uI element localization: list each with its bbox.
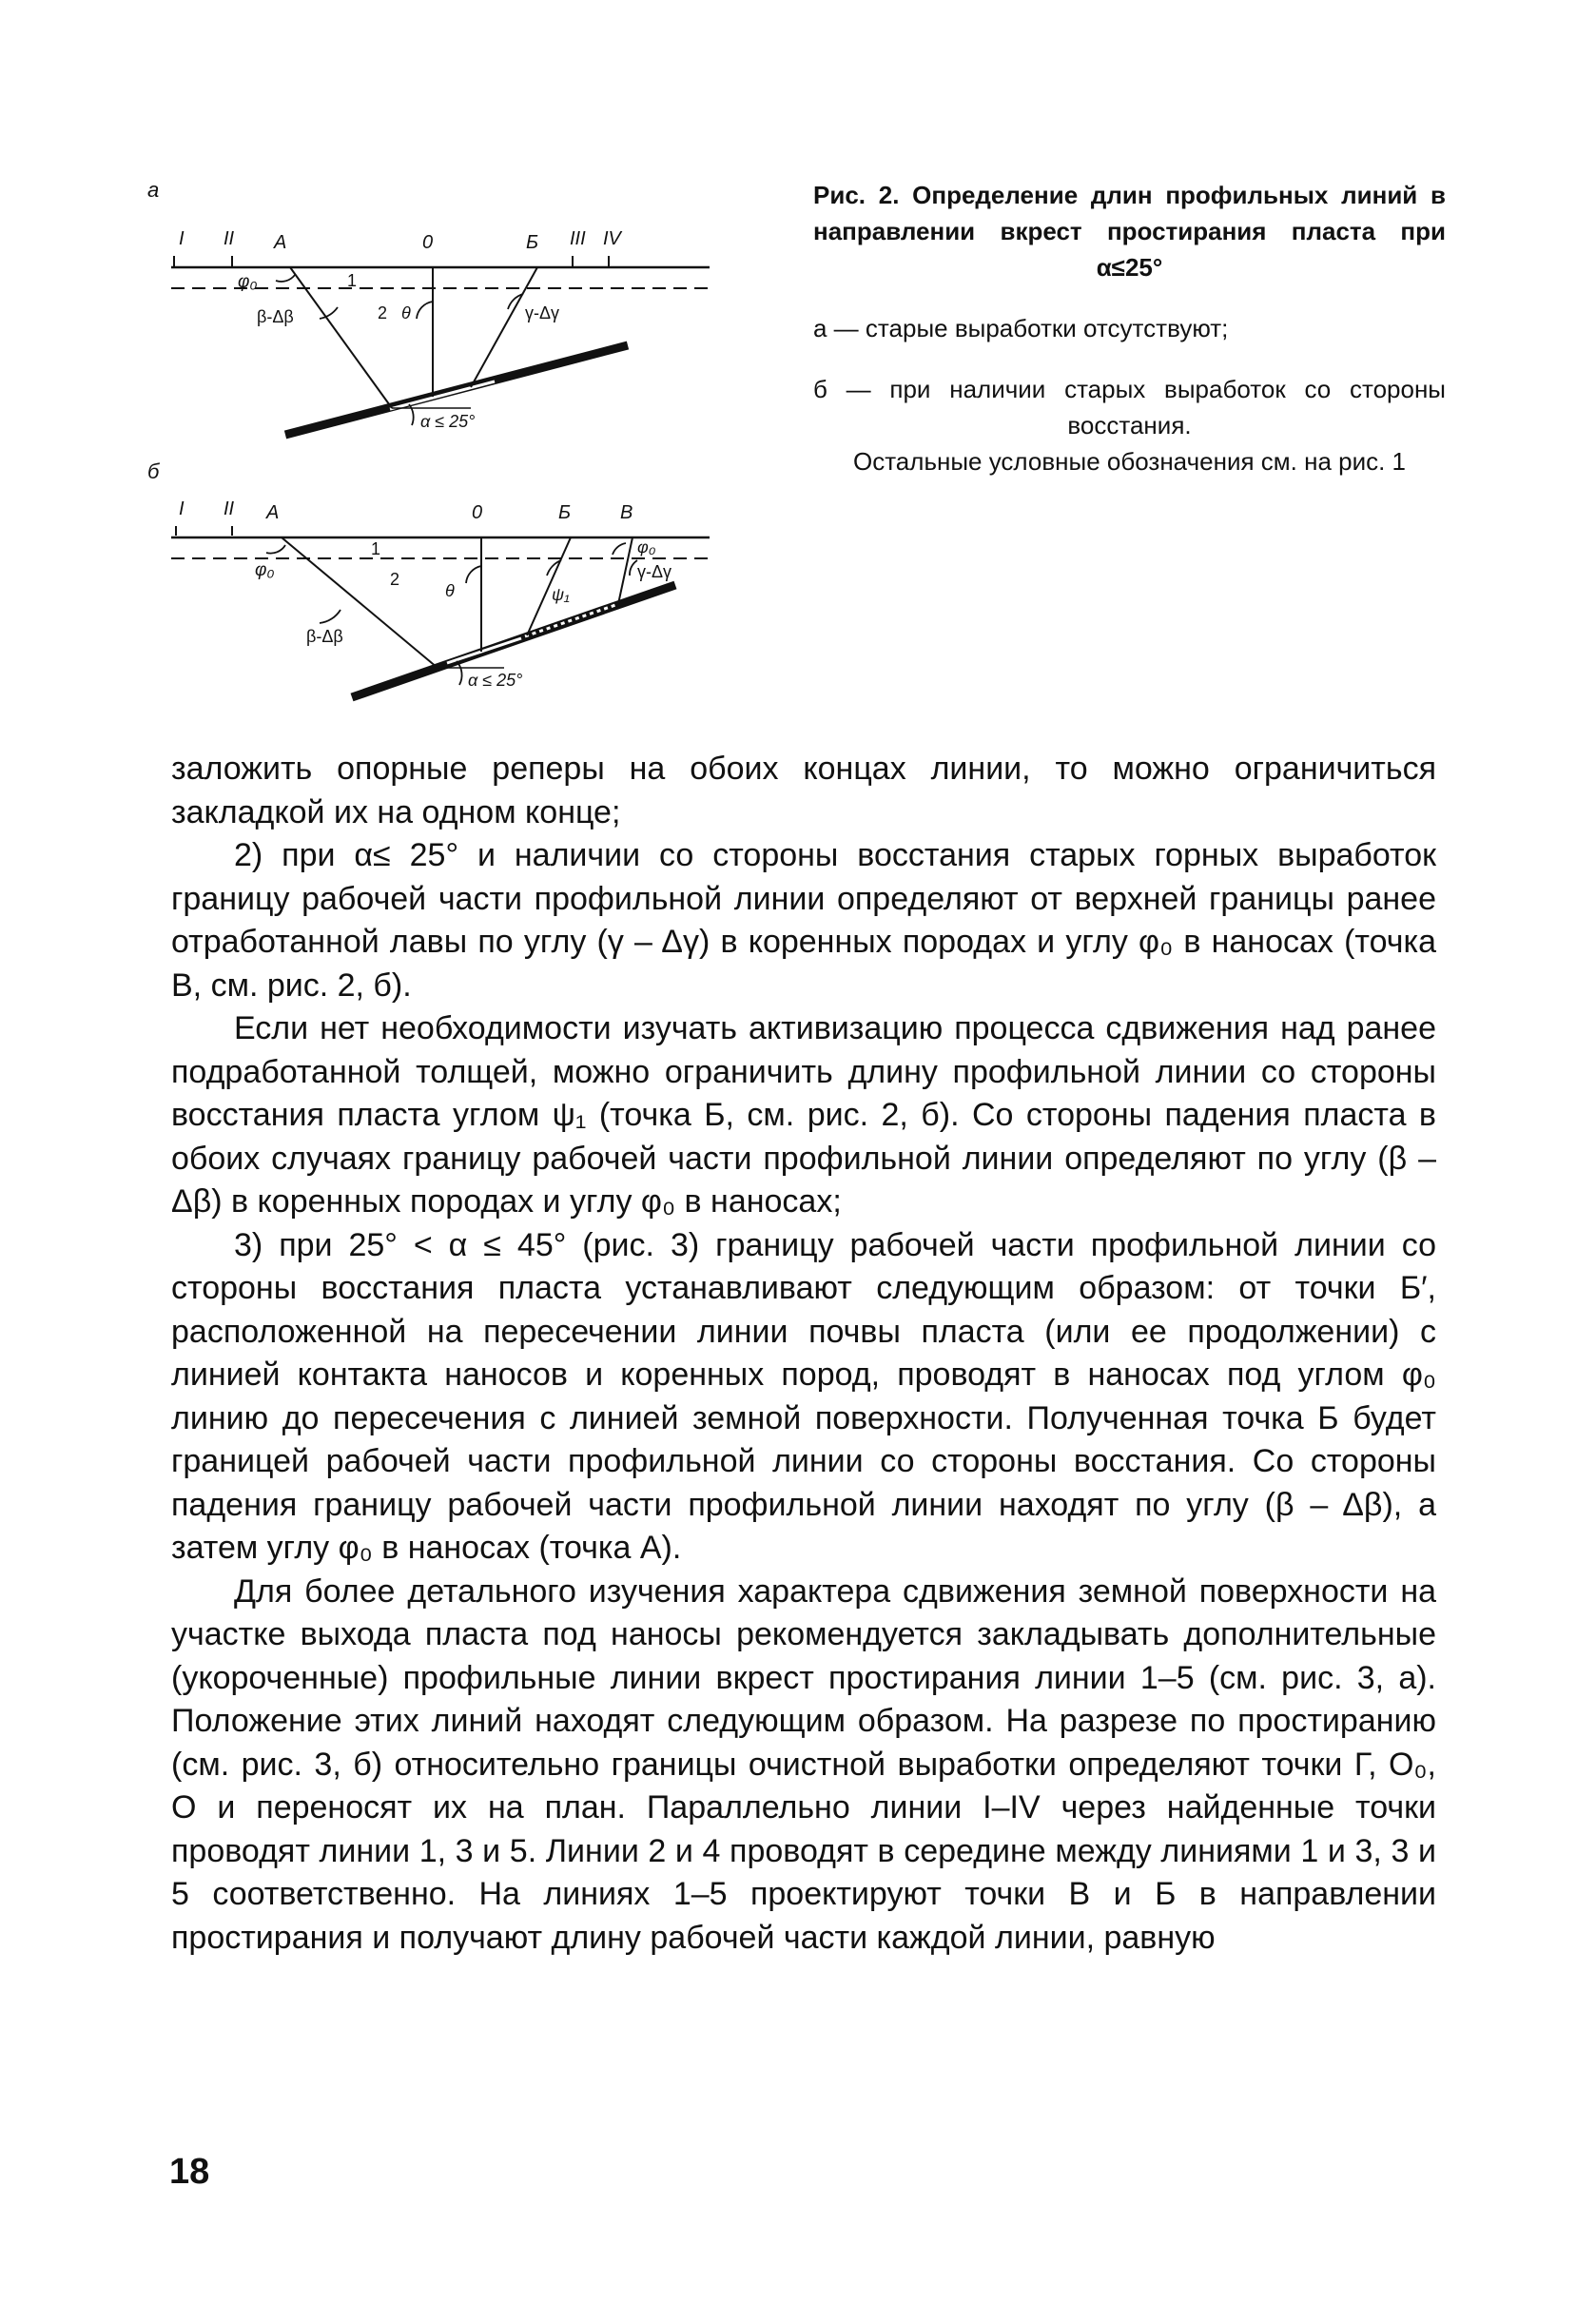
a-label-beta: β-Δβ xyxy=(257,307,294,326)
b-mark-A: А xyxy=(266,502,280,523)
a-mark-III: III xyxy=(570,228,586,249)
a-benchmark-ticks xyxy=(174,256,609,266)
figure-2 xyxy=(143,176,732,747)
a-mark-B: Б xyxy=(526,232,539,253)
caption-title: Рис. 2. Определение длин профильных линий в направлении вкрест простирания пласта при α≤25° xyxy=(813,181,1446,282)
a-mark-A: А xyxy=(274,232,287,253)
b-arc-phi-right xyxy=(613,543,626,555)
b-mark-I: I xyxy=(179,498,185,519)
a-label-1: 1 xyxy=(347,271,358,290)
b-label-phi-left: φ₀ xyxy=(255,560,275,580)
a-mark-0: 0 xyxy=(422,232,434,253)
caption-item-b: б — при наличии старых выработок со стороны восстания. xyxy=(813,375,1446,439)
a-label-theta: θ xyxy=(401,303,411,322)
panel-b-label: б xyxy=(147,459,160,483)
b-label-phi-right: φ₀ xyxy=(637,537,656,556)
b-label-1: 1 xyxy=(371,539,381,558)
b-arc-phi-left xyxy=(266,545,285,554)
figure-caption xyxy=(813,177,1446,479)
a-label-phi: φ₀ xyxy=(238,272,258,292)
a-arc-phi xyxy=(276,275,295,282)
b-label-theta: θ xyxy=(445,581,455,600)
caption-item-a: а — старые выработки отсутствуют; xyxy=(813,314,1229,342)
a-mark-I: I xyxy=(179,228,185,249)
b-benchmark-ticks xyxy=(176,526,232,536)
b-line-beta xyxy=(282,537,438,668)
b-arc-gamma xyxy=(630,560,637,576)
b-arc-beta xyxy=(320,610,341,623)
caption-note: Остальные условные обозначения см. на рис. 1 xyxy=(852,447,1407,476)
paragraph-3: Если нет необходимости изучать активизацию процесса сдвижения над ранее подработанной толщей, можно ограничить длину профильной линии со стороны восстания пласта углом ψ₁ (точка Б, см. рис. 2, б). Со стороны падения пласта в обоих случаях границу рабочей части профильной линии определяют по углу (β – Δβ) в коренных породах и углу φ₀ в наносах; xyxy=(171,1010,1436,1220)
figure-diagram xyxy=(143,176,732,747)
b-arc-theta xyxy=(466,566,481,583)
a-label-alpha: α ≤ 25° xyxy=(420,412,476,431)
b-label-beta: β-Δβ xyxy=(306,627,343,646)
a-mark-II: II xyxy=(224,228,235,249)
b-label-psi: ψ₁ xyxy=(552,585,570,604)
paragraph-4: 3) при 25° < α ≤ 45° (рис. 3) границу рабочей части профильной линии со стороны восстания пласта устанавливают следующим образом: от точки Б′, расположенной на пересечении линии почвы пласта (или ее продолжении) с линией контакта наносов и коренных пород, проводят в наносах под углом φ₀ линию до пересечения с линией земной поверхности. Полученная точка Б будет границей рабочей части профильной линии со стороны восстания. Со стороны падения границу рабочей части профильной линии находят по углу (β – Δβ), а затем углу φ₀ в наносах (точка А). xyxy=(171,1226,1436,1566)
b-label-alpha: α ≤ 25° xyxy=(468,671,523,690)
a-arc-theta xyxy=(417,302,433,319)
b-mark-B: Б xyxy=(558,502,572,523)
paragraph-1: заложить опорные реперы на обоих концах линии, то можно ограничиться закладкой их на одном конце; xyxy=(171,751,1436,830)
b-mark-V: В xyxy=(620,502,633,523)
a-label-2: 2 xyxy=(378,303,388,322)
a-mark-IV: IV xyxy=(603,228,621,249)
paragraph-2: 2) при α≤ 25° и наличии со стороны восстания старых горных выработок границу рабочей части профильной линии определяют от верхней границы ранее отработанной лавы по углу (γ – Δγ) в коренных породах и углу φ₀ в наносах (точка В, см. рис. 2, б). xyxy=(171,837,1436,1004)
b-worked-area xyxy=(447,638,521,663)
page-number: 18 xyxy=(169,2152,210,2192)
paragraph-5: Для более детального изучения характера сдвижения земной поверхности на участке выхода пласта под наносы рекомендуется закладывать дополнительные (укороченные) профильные линии вкрест простирания линии 1–5 (см. рис. 3, а). Положение этих линий находят следующим образом. На разрезе по простиранию (см. рис. 3, б) относительно границы очистной выработки определяют точки Г, О₀, О и переносят их на план. Параллельно линии I–IV через найденные точки проводят линии 1, 3 и 5. Линии 2 и 4 проводят в середине между линиями 1 и 3, 3 и 5 соответственно. На линиях 1–5 проектируют точки В и Б в направлении простирания и получают длину рабочей части каждой линии, равную xyxy=(171,1572,1436,1956)
a-worked-area xyxy=(390,381,495,409)
panel-a-label: а xyxy=(147,178,160,202)
body-text xyxy=(171,748,1436,1960)
b-mark-II: II xyxy=(224,498,235,519)
b-label-2: 2 xyxy=(390,570,400,589)
b-label-gamma: γ-Δγ xyxy=(637,562,672,581)
b-mark-0: 0 xyxy=(472,502,483,523)
a-label-gamma: γ-Δγ xyxy=(525,303,560,322)
